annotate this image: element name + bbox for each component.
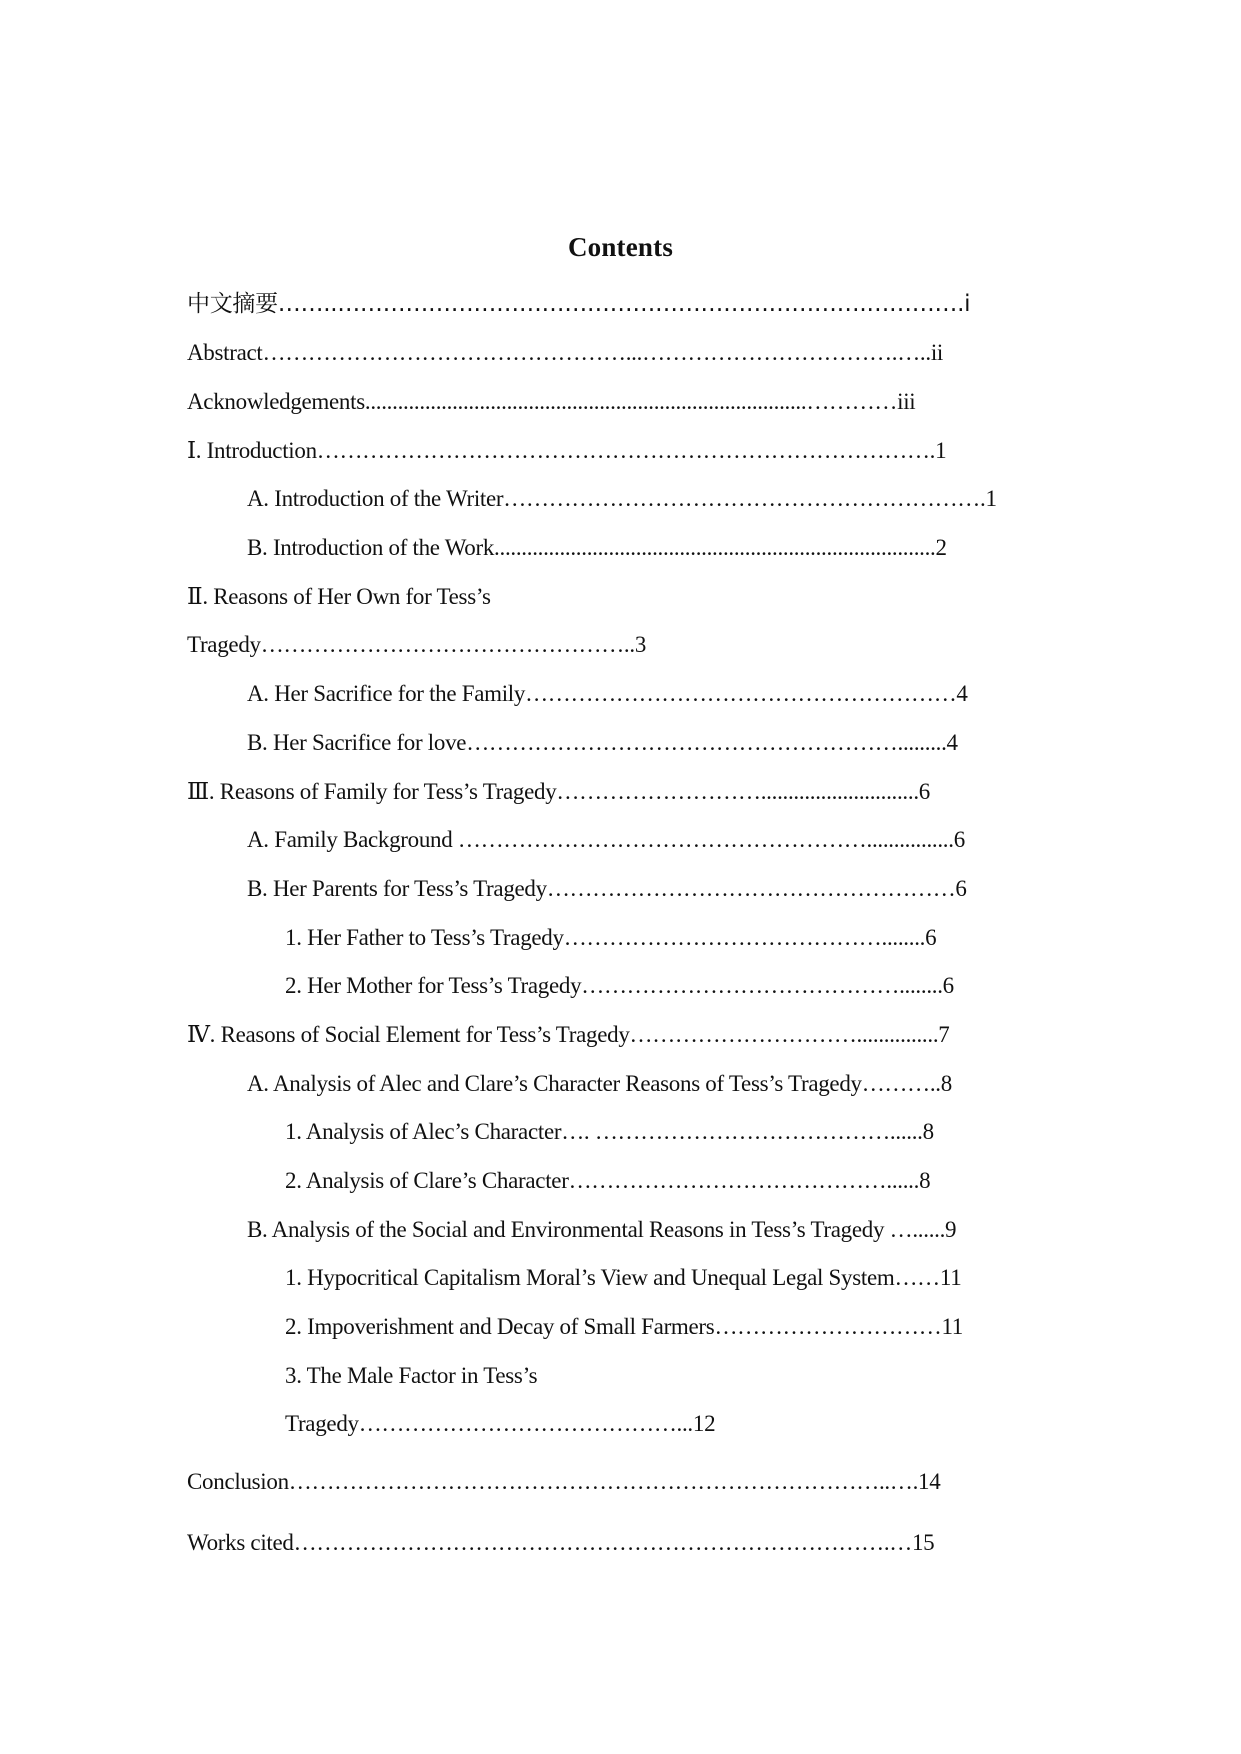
toc-entry-4b: B. Analysis of the Social and Environmental Reasons in Tess’s Tragedy …......9 — [247, 1217, 957, 1242]
toc-entry-4b3: 3. The Male Factor in Tess’s — [285, 1363, 538, 1388]
toc-entry-section-2: Ⅱ. Reasons of Her Own for Tess’s — [187, 584, 491, 609]
toc-entry-chinese-abstract: 中文摘要……..…………………………………………………………….………….i — [187, 291, 971, 317]
toc-entry-2a: A. Her Sacrifice for the Family…………………………………………………4 — [247, 681, 968, 706]
toc-entry-4a1: 1. Analysis of Alec’s Character…. …………………………………......8 — [285, 1119, 934, 1144]
toc-entry-conclusion: Conclusion……………………………………………………………………..….14 — [187, 1469, 941, 1494]
toc-entry-section-3: Ⅲ. Reasons of Family for Tess’s Tragedy……………………….............................6 — [187, 779, 930, 804]
toc-entry-section-4: Ⅳ. Reasons of Social Element for Tess’s Tragedy…………………………...............7 — [187, 1022, 950, 1047]
toc-entry-section-2-cont: Tragedy…………………………………………..3 — [187, 632, 647, 657]
toc-entry-acknowledgements: Acknowledgements.................................................................................…………iii — [187, 389, 916, 414]
toc-entry-abstract: Abstract…………………………………………...…………………………….…..ii — [187, 340, 943, 365]
toc-entry-3b2: 2. Her Mother for Tess’s Tragedy……………………………………........6 — [285, 973, 954, 998]
toc-entry-1b: B. Introduction of the Work.................................................................................2 — [247, 535, 947, 560]
toc-entry-3a: A. Family Background ………………………………………………................6 — [247, 827, 965, 852]
toc-entry-1a: A. Introduction of the Writer……………………………………………………….1 — [247, 486, 997, 511]
page-title: Contents — [567, 232, 674, 262]
toc-entry-4a: A. Analysis of Alec and Clare’s Character Reasons of Tess’s Tragedy………..8 — [247, 1071, 952, 1096]
toc-entry-works-cited: Works cited…………………………………………………………………….…15 — [187, 1530, 935, 1555]
toc-entry-4b1: 1. Hypocritical Capitalism Moral’s View and Unequal Legal System……11 — [285, 1265, 962, 1290]
toc-entry-3b: B. Her Parents for Tess’s Tragedy………………………………………………6 — [247, 876, 967, 901]
toc-entry-4b2: 2. Impoverishment and Decay of Small Farmers…………………………11 — [285, 1314, 963, 1339]
toc-entry-section-1: Ⅰ. Introduction……………………………………………………………………….1 — [187, 438, 947, 463]
toc-entry-4b3-cont: Tragedy……………………………………...12 — [285, 1411, 716, 1436]
toc-entry-2b: B. Her Sacrifice for love………………………………………………….........4 — [247, 730, 958, 755]
toc-entry-4a2: 2. Analysis of Clare’s Character……………………………………......8 — [285, 1168, 931, 1193]
toc-entry-3b1: 1. Her Father to Tess’s Tragedy……………………………………........6 — [285, 925, 937, 950]
